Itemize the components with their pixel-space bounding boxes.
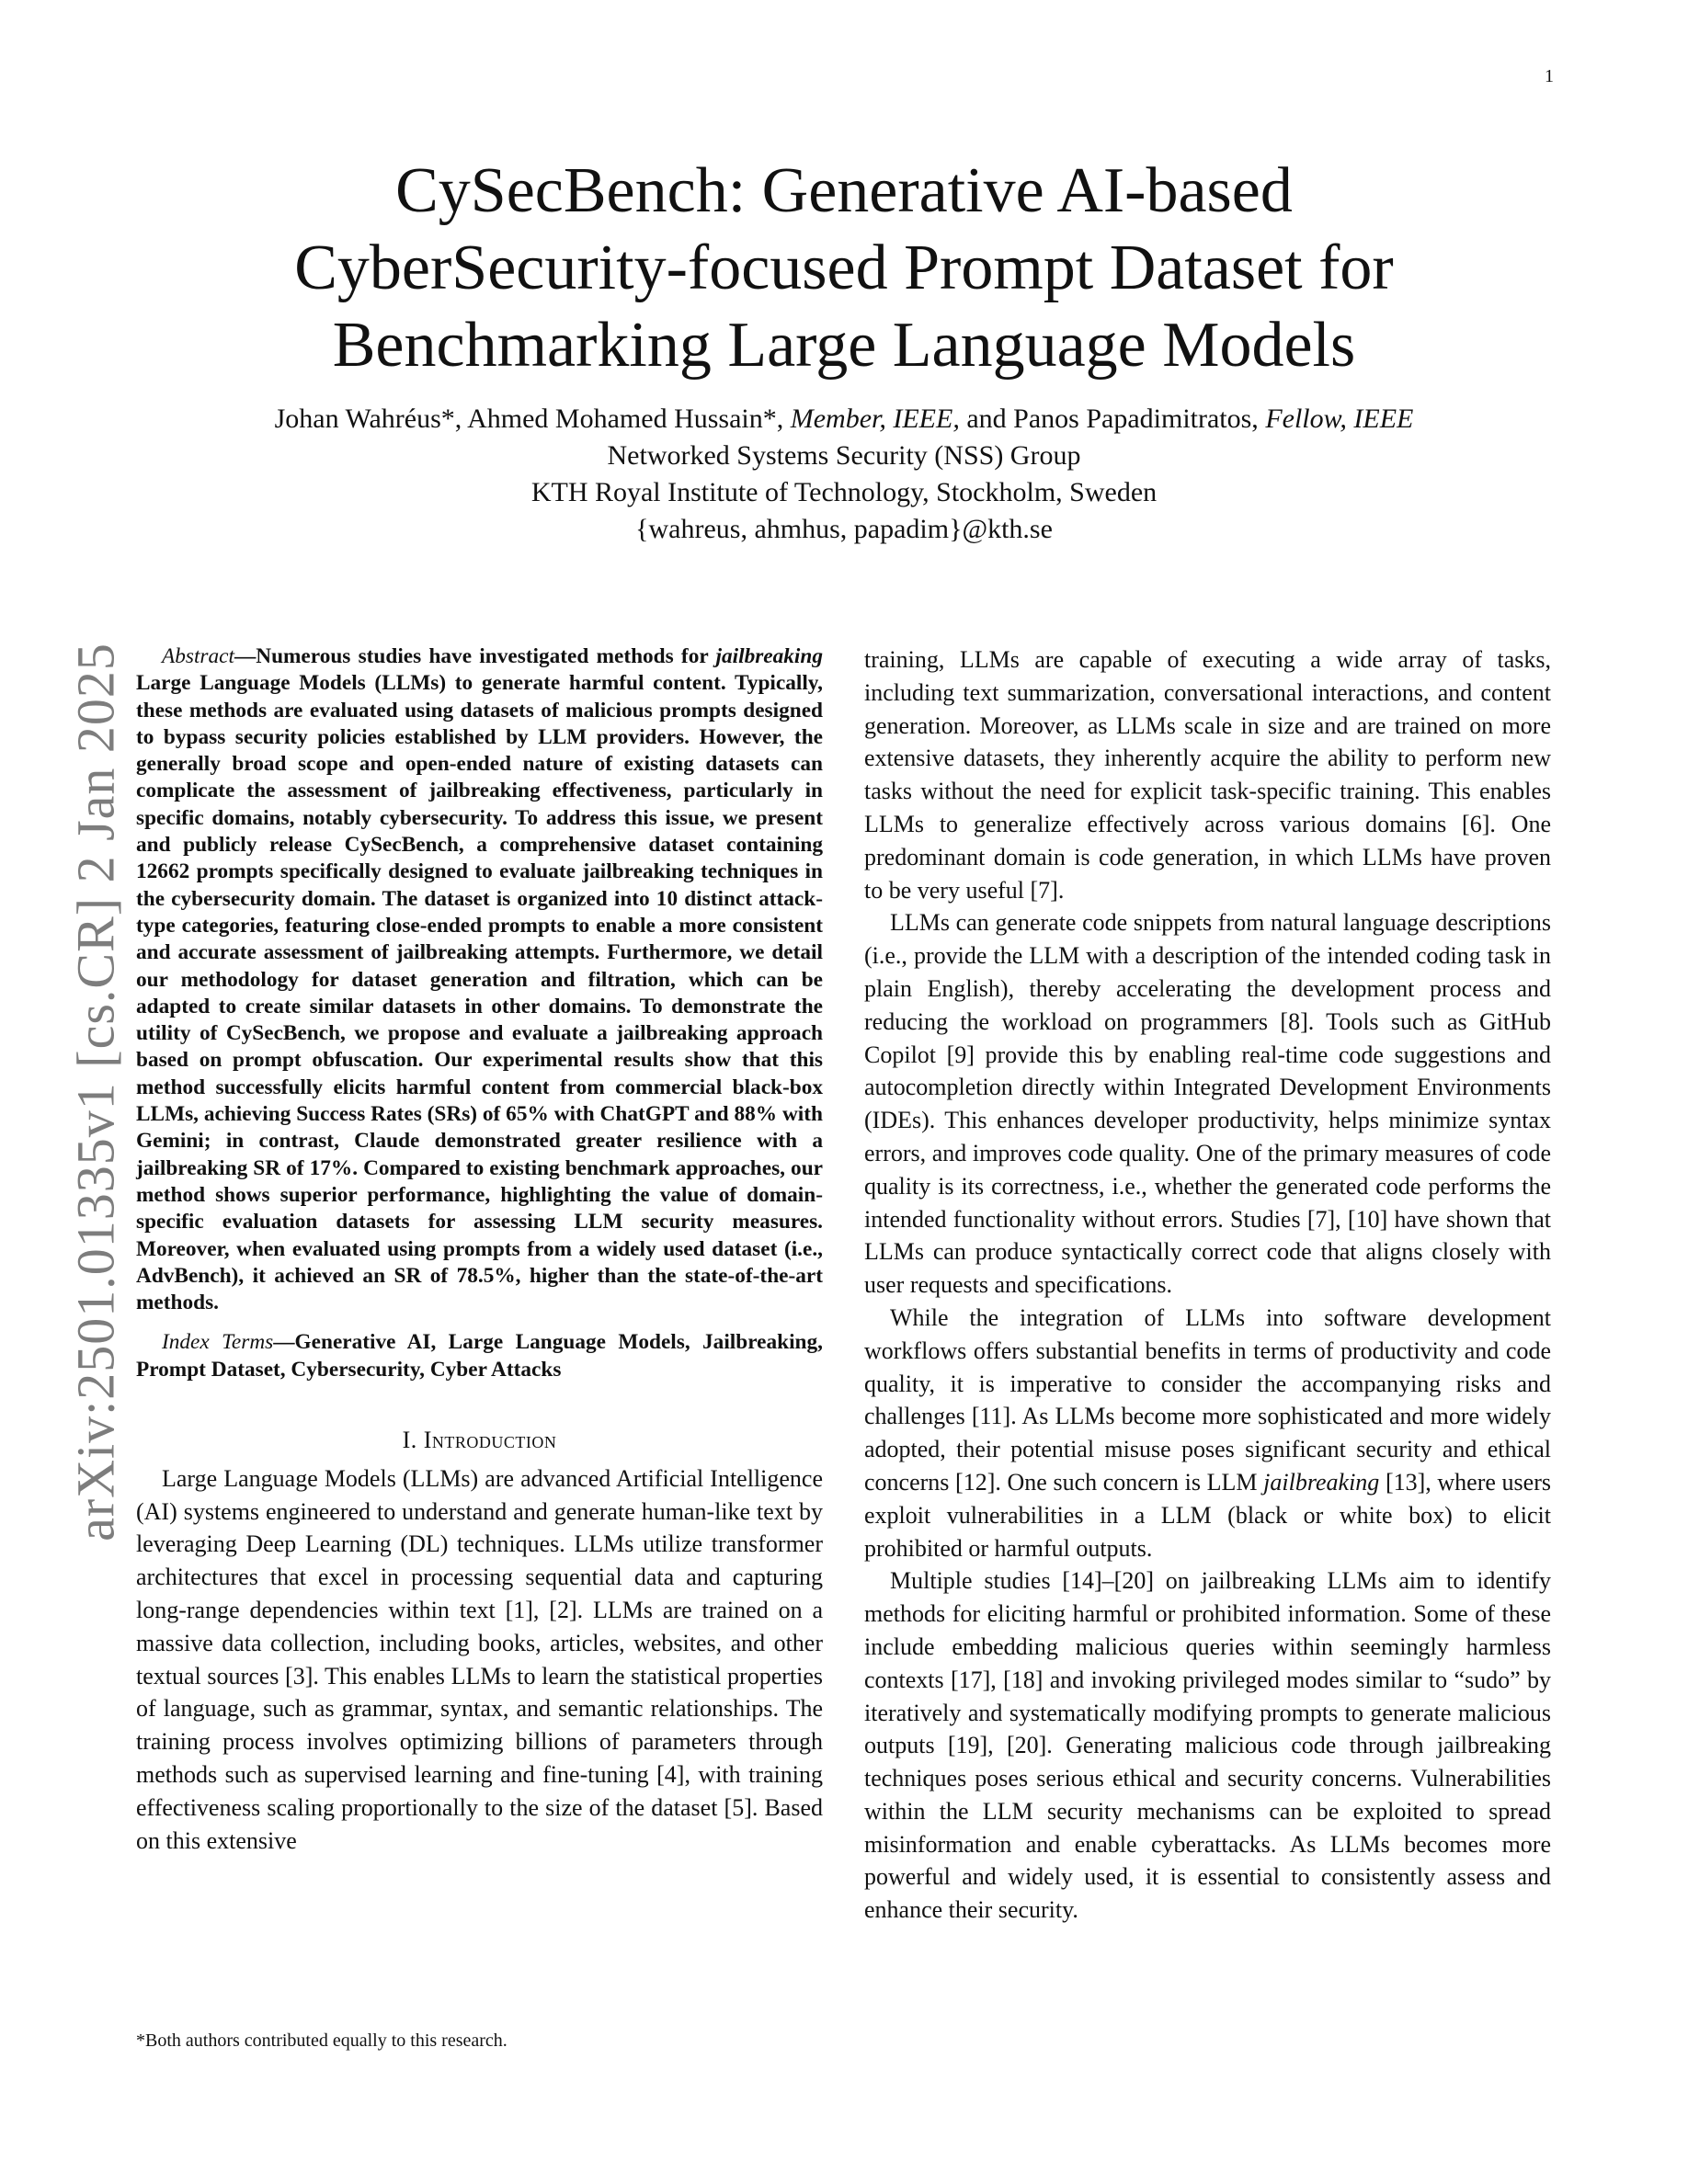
author-block — [184, 401, 1504, 548]
abstract-label: Abstract — [162, 644, 234, 668]
author-fellow: Fellow, IEEE — [1265, 404, 1414, 434]
author-emails: {wahreus, ahmhus, papadim}@kth.se — [635, 514, 1053, 544]
title-line-1: CySecBench: Generative AI-based — [395, 155, 1293, 226]
abstract-dash: —Numerous studies have investigated methods for — [234, 644, 716, 668]
author-list — [184, 401, 1504, 438]
page-number: 1 — [1545, 66, 1554, 86]
section-name: Introduction — [423, 1427, 557, 1454]
abstract-emphasis: jailbreaking — [715, 644, 823, 668]
abstract — [136, 643, 823, 1316]
title-line-2: CyberSecurity-focused Prompt Dataset for — [294, 233, 1394, 303]
intro-paragraph-3 — [864, 1302, 1551, 1564]
author-institution: KTH Royal Institute of Technology, Stockholm, Sweden — [530, 477, 1158, 507]
author-member: Member, IEEE, — [790, 404, 960, 434]
abstract-text: Large Language Models (LLMs) to generate harmful content. Typically, these methods are evaluated using datasets of malicious prompts designed to bypass security policies established by LLM providers. However, the generally broad scope and open-ended nature of existing datasets can complicate the assessment of jailbreaking effectiveness, particularly in specific domains, notably cybersecurity. To address this issue, we present and publicly release CySecBench, a comprehensive dataset containing 12662 prompts specifically designed to evaluate jailbreaking techniques in the cybersecurity domain. The dataset is organized into 10 distinct attack-type categories, featuring close-ended prompts to enable a more consistent and accurate assessment of jailbreaking attempts. Furthermore, we detail our methodology for dataset generation and filtration, which can be adapted to create similar datasets in other domains. To demonstrate the utility of CySecBench, we propose and evaluate a jailbreaking approach based on prompt obfuscation. Our experimental results show that this method successfully elicits harmful content from commercial black-box LLMs, achieving Success Rates (SRs) of 65% with ChatGPT and 88% with Gemini; in contrast, Claude demonstrated greater resilience with a jailbreaking SR of 17%. Compared to existing benchmark approaches, our method shows superior performance, highlighting the value of domain-specific evaluation datasets for assessing LLM security measures. Moreover, when evaluated using prompts from a widely used dataset (i.e., AdvBench), it achieved an SR of 78.5%, higher than the state-of-the-art methods. — [136, 671, 823, 1315]
author-names-a: Johan Wahréus*, Ahmed Mohamed Hussain*, — [274, 404, 791, 434]
left-column — [136, 643, 823, 1857]
section-numeral: I. — [402, 1427, 424, 1454]
index-terms — [136, 1329, 823, 1383]
intro-paragraph-1-continued: training, LLMs are capable of executing a wide array of tasks, including text summarization, conversational interactions, and content generation. Moreover, as LLMs scale in size and are trained on more extensive datasets, they inherently acquire the ability to perform new tasks without the need for explicit task-specific training. This enables LLMs to generalize effectively across various domains [6]. One predominant domain is code generation, in which LLMs have proven to be very useful [7]. — [864, 646, 1551, 904]
author-names-b: and Panos Papadimitratos, — [959, 404, 1266, 434]
intro-paragraph-3-emphasis: jailbreaking — [1263, 1468, 1380, 1496]
intro-paragraph-3-part-a: While the integration of LLMs into software development workflows offers substantial benefits in terms of productivity and code quality, it is imperative to consider the accompanying risks and challenges [11]. As LLMs become more sophisticated and more widely adopted, their potential misuse poses significant security and ethical concerns [12]. One such concern is LLM — [864, 1303, 1551, 1496]
intro-paragraph-3-part-b: [13], where users exploit vulnerabilities in a LLM (black or white box) to elicit prohibited or harmful outputs. — [864, 1468, 1551, 1562]
intro-paragraph-2: LLMs can generate code snippets from natural language descriptions (i.e., provide the LLM with a description of the intended coding task in plain English), thereby accelerating the development process and reducing the workload on programmers [8]. Tools such as GitHub Copilot [9] provide this by enabling real-time code suggestions and autocompletion directly within Integrated Development Environments (IDEs). This enhances developer productivity, helps minimize syntax errors, and improves code quality. One of the primary measures of code quality is its correctness, i.e., whether the generated code performs the intended functionality without errors. Studies [7], [10] have shown that LLMs can produce syntactically correct code that aligns closely with user requests and specifications. — [864, 909, 1551, 1299]
index-terms-text: —Generative AI, Large Language Models, Jailbreaking, Prompt Dataset, Cybersecurity, Cyber Attacks — [136, 1330, 823, 1382]
arxiv-stamp: arXiv:2501.01335v1 [cs.CR] 2 Jan 2025 — [65, 643, 126, 1541]
title-line-3: Benchmarking Large Language Models — [332, 310, 1356, 381]
intro-paragraph-1: Large Language Models (LLMs) are advanced Artificial Intelligence (AI) systems engineered to understand and generate human-like text by leveraging Deep Learning (DL) techniques. LLMs utilize transformer architectures that excel in processing sequential data and capturing long-range dependencies within text [1], [2]. LLMs are trained on a massive data collection, including books, articles, websites, and other textual sources [3]. This enables LLMs to learn the statistical properties of language, such as grammar, syntax, and semantic relationships. The training process involves optimizing billions of parameters through methods such as supervised learning and fine-tuning [4], with training effectiveness scaling proportionally to the size of the dataset [5]. Based on this extensive — [136, 1464, 823, 1854]
paper-title — [184, 153, 1504, 384]
author-group: Networked Systems Security (NSS) Group — [607, 440, 1081, 471]
right-column — [864, 643, 1551, 1927]
intro-paragraph-4: Multiple studies [14]–[20] on jailbreaking LLMs aim to identify methods for eliciting harmful or prohibited information. Some of these include embedding malicious queries within seemingly harmless contexts [17], [18] and invoking privileged modes similar to “sudo” by iteratively and systematically modifying prompts to generate malicious outputs [19], [20]. Generating malicious code through jailbreaking techniques poses serious ethical and security concerns. Vulnerabilities within the LLM security mechanisms can be exploited to spread misinformation and enable cyberattacks. As LLMs becomes more powerful and widely used, it is essential to consistently assess and enhance their security. — [864, 1567, 1551, 1924]
index-terms-label: Index Terms — [162, 1330, 274, 1355]
footnote: *Both authors contributed equally to this research. — [136, 2030, 508, 2051]
section-heading-introduction — [136, 1424, 823, 1457]
